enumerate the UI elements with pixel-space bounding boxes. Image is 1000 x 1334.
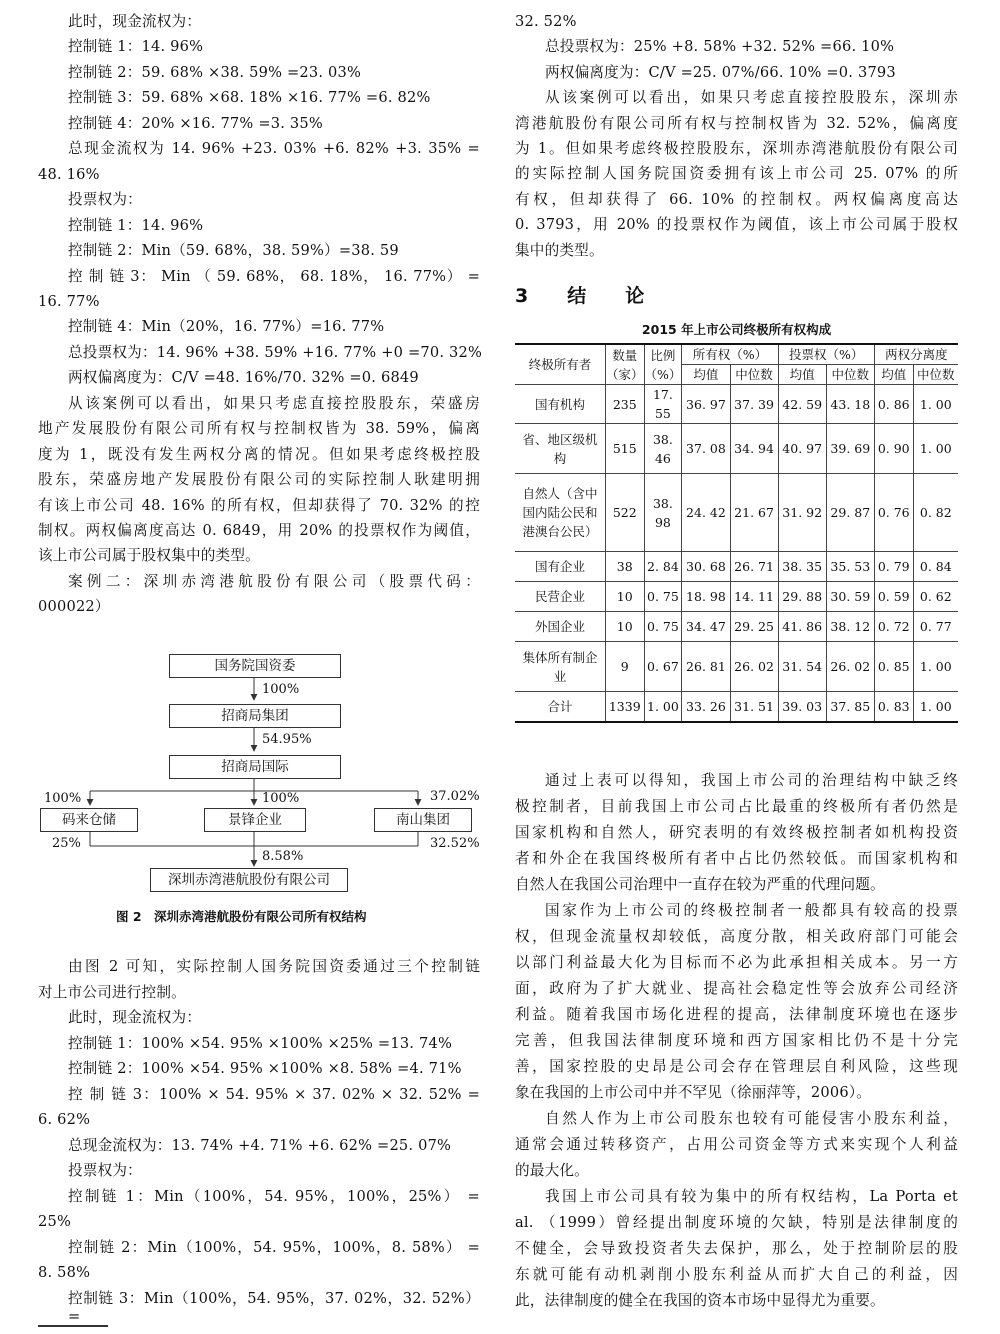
table-cell-n: 9 xyxy=(606,642,645,692)
table-cell-pct: 38. 46 xyxy=(644,424,682,474)
footer-rule xyxy=(38,1325,108,1327)
text-line: 投票权为： xyxy=(68,191,142,209)
table-cell-pct: 17. 55 xyxy=(644,385,682,424)
text-line: 从该案例可以看出，如果只考虑直接控股股东，荣盛房 xyxy=(68,394,480,412)
th-own-median: 中位数 xyxy=(730,365,778,385)
text-line: 度为 1，既没有发生两权分离的情况。但如果考虑终极控股 xyxy=(38,445,480,463)
text-line: 控制链 1：14. 96% xyxy=(68,216,204,234)
text-line: 控制链 2：Min（59. 68%，38. 59%）=38. 59 xyxy=(68,242,399,260)
table-cell-sep-mean: 0. 59 xyxy=(874,582,913,612)
text-line: 16. 77% xyxy=(38,292,100,310)
text-line: 总现金流权为 14. 96% +23. 03% +6. 82% +3. 35% = xyxy=(68,140,480,158)
text-line: 两权偏离度为：C/V =25. 07%/66. 10% =0. 3793 xyxy=(545,63,896,81)
text-line: 此时，现金流权为： xyxy=(68,13,202,30)
label-pct-intl-nanshan: 37.02% xyxy=(430,789,480,804)
table-cell-vote-med: 37. 85 xyxy=(826,692,874,722)
text-line: 东就可能有动机剥削小股东利益从而扩大自己的利益，因 xyxy=(515,1266,958,1283)
text-line: 投票权为： xyxy=(68,1162,142,1179)
table-cell-vote-med: 35. 53 xyxy=(826,552,874,582)
table-body xyxy=(515,385,958,722)
ownership-figure xyxy=(38,650,480,900)
table-cell-own-med: 34. 94 xyxy=(730,424,778,474)
text-line: 以部门利益最大化为目标而不必为此承担相关成本。另一方 xyxy=(515,954,958,971)
table-cell-pct: 1. 00 xyxy=(644,692,682,722)
box-malai-storage: 码来仓储 xyxy=(40,808,138,832)
table-cell-vote-mean: 42. 59 xyxy=(778,385,826,424)
th-voting: 投票权（%） xyxy=(778,344,874,365)
table-cell-owner: 国有企业 xyxy=(515,552,606,582)
table-cell-n: 235 xyxy=(606,385,645,424)
table-cell-owner: 民营企业 xyxy=(515,582,606,612)
table-row xyxy=(515,692,958,722)
table-cell-own-med: 31. 51 xyxy=(730,692,778,722)
text-line: 有权，但却获得了 66. 10% 的控制权。两权偏离度高达 xyxy=(515,190,958,208)
table-cell-owner: 合计 xyxy=(515,692,606,722)
text-line: 自然人在我国公司治理中一直存在较为严重的代理问题。 xyxy=(515,876,885,893)
text-line: 面，政府为了扩大就业、提高社会稳定性等会放弃公司经济 xyxy=(515,980,958,997)
table-cell-vote-mean: 31. 92 xyxy=(778,474,826,552)
table-cell-vote-mean: 40. 97 xyxy=(778,424,826,474)
text-line: 控制链 2：59. 68% ×38. 59% =23. 03% xyxy=(68,63,362,81)
table-cell-own-mean: 30. 68 xyxy=(682,552,730,582)
table-cell-own-mean: 18. 98 xyxy=(682,582,730,612)
th-count: 数量（家） xyxy=(606,344,645,385)
th-own-mean: 均值 xyxy=(682,365,730,385)
text-line: 控制链 1：100% ×54. 95% ×100% ×25% =13. 74% xyxy=(68,1034,453,1052)
text-line: 股东，荣盛房地产发展股份有限公司的实际控制人耿建明拥 xyxy=(38,471,480,489)
table-cell-own-med: 26. 71 xyxy=(730,552,778,582)
th-vote-median: 中位数 xyxy=(826,365,874,385)
text-line: 者和外企在我国终极所有者中占比仍然较低。而国家机构和 xyxy=(515,850,958,867)
text-line: 极控制者，目前我国上市公司占比最重的终极所有者仍然是 xyxy=(515,798,958,815)
table-cell-vote-med: 29. 87 xyxy=(826,474,874,552)
table-cell-sep-mean: 0. 72 xyxy=(874,612,913,642)
table-cell-owner: 集体所有制企业 xyxy=(515,642,606,692)
table-row xyxy=(515,612,958,642)
table-cell-pct: 0. 75 xyxy=(644,582,682,612)
table-cell-vote-mean: 31. 54 xyxy=(778,642,826,692)
table-cell-vote-mean: 29. 88 xyxy=(778,582,826,612)
table-cell-pct: 2. 84 xyxy=(644,552,682,582)
text-line: 的最大化。 xyxy=(515,1162,589,1179)
table-cell-vote-mean: 41. 86 xyxy=(778,612,826,642)
table-cell-own-mean: 33. 26 xyxy=(682,692,730,722)
text-line: 通过上表可以得知，我国上市公司的治理结构中缺乏终 xyxy=(545,772,958,789)
text-line: 国家作为上市公司的终极控制者一般都具有较高的投票 xyxy=(545,902,958,919)
text-line: 地产发展股份有限公司所有权与控制权皆为 38. 59%，偏离 xyxy=(38,420,480,438)
table-cell-vote-med: 43. 18 xyxy=(826,385,874,424)
table-cell-sep-med: 0. 62 xyxy=(913,582,958,612)
text-line: 48. 16% xyxy=(38,165,100,183)
table-cell-sep-mean: 0. 86 xyxy=(874,385,913,424)
table-cell-own-med: 37. 39 xyxy=(730,385,778,424)
table-cell-pct: 0. 75 xyxy=(644,612,682,642)
text-line: 8. 58% xyxy=(38,1264,91,1281)
text-line: 湾港航股份有限公司所有权与控制权皆为 32. 52%，偏离度 xyxy=(515,114,958,132)
text-line: 0. 3793，用 20% 的投票权作为阈值，该上市公司属于股权 xyxy=(515,216,958,234)
th-ownership: 所有权（%） xyxy=(682,344,778,365)
text-line: 6. 62% xyxy=(38,1111,91,1128)
table-cell-vote-mean: 38. 35 xyxy=(778,552,826,582)
th-ratio: 比例（%） xyxy=(644,344,682,385)
text-line: 控制链 4：20% ×16. 77% =3. 35% xyxy=(68,114,323,132)
text-line: 我国上市公司具有较为集中的所有权结构，La Porta et xyxy=(545,1188,958,1205)
box-chiwan-port: 深圳赤湾港航股份有限公司 xyxy=(150,868,348,892)
table-cell-own-mean: 37. 08 xyxy=(682,424,730,474)
table-cell-own-med: 26. 02 xyxy=(730,642,778,692)
text-line: 控制链 2：100% ×54. 95% ×100% ×8. 58% =4. 71% xyxy=(68,1060,462,1077)
section-heading: 3 结 论 xyxy=(515,285,655,307)
label-pct-jingfeng-chiwan: 8.58% xyxy=(262,849,304,864)
table-row xyxy=(515,385,958,424)
text-line: 此，法律制度的健全在我国的资本市场中显得尤为重要。 xyxy=(515,1292,885,1309)
text-line: 的实际控制人国务院国资委拥有该上市公司 25. 07% 的所 xyxy=(515,165,958,183)
text-line: 控制链 1：Min（100%，54. 95%，100%，25%） = xyxy=(68,1187,480,1205)
text-line: 由图 2 可知，实际控制人国务院国资委通过三个控制链 xyxy=(68,958,480,975)
table-cell-sep-mean: 0. 79 xyxy=(874,552,913,582)
text-line: 控 制 链 3： Min （ 59. 68%， 68. 18%， 16. 77%） = xyxy=(68,267,480,285)
text-line: 000022） xyxy=(38,598,110,616)
text-line: 从该案例可以看出，如果只考虑直接控股股东，深圳赤 xyxy=(545,89,958,107)
table-row xyxy=(515,474,958,552)
table-cell-n: 1339 xyxy=(606,692,645,722)
table-cell-own-med: 21. 67 xyxy=(730,474,778,552)
table-cell-sep-mean: 0. 76 xyxy=(874,474,913,552)
table-cell-sep-med: 1. 00 xyxy=(913,642,958,692)
table-cell-owner: 自然人（含中国内陆公民和港澳台公民） xyxy=(515,474,606,552)
text-line: 对上市公司进行控制。 xyxy=(38,983,186,1001)
text-line: 利益。随着我国市场化进程的提高，法律制度环境也在逐步 xyxy=(515,1006,958,1023)
text-line: 制权。两权偏离度高达 0. 6849，用 20% 的投票权作为阈值， xyxy=(38,522,480,539)
table-cell-n: 38 xyxy=(606,552,645,582)
th-sep-mean: 均值 xyxy=(874,365,913,385)
box-nanshan-group: 南山集团 xyxy=(374,808,472,832)
table-cell-sep-med: 1. 00 xyxy=(913,385,958,424)
text-line: 象在我国的上市公司中并不罕见（徐丽萍等，2006）。 xyxy=(515,1084,872,1101)
text-line: 控制链 4：Min（20%，16. 77%）=16. 77% xyxy=(68,318,385,336)
text-line: 为 1。但如果考虑终极控股股东，深圳赤湾港航股份有限公司 xyxy=(515,140,958,157)
label-pct-intl-malai: 100% xyxy=(44,791,82,806)
text-line: 32. 52% xyxy=(515,13,577,30)
th-separation: 两权分离度 xyxy=(874,344,958,365)
box-china-merchants-group: 招商局集团 xyxy=(169,704,341,728)
table-cell-own-mean: 26. 81 xyxy=(682,642,730,692)
text-line: 总投票权为：14. 96% +38. 59% +16. 77% +0 =70. 32% xyxy=(68,343,483,361)
text-line: al. （1999）曾经提出制度环境的欠缺，特别是法律制度的 xyxy=(515,1214,958,1231)
text-line: 案例二：深圳赤湾港航股份有限公司（股票代码： xyxy=(68,572,480,590)
table-cell-sep-med: 1. 00 xyxy=(913,424,958,474)
table-row xyxy=(515,642,958,692)
table-cell-sep-med: 0. 84 xyxy=(913,552,958,582)
ownership-table xyxy=(515,343,958,723)
text-line: 总现金流权为：13. 74% +4. 71% +6. 62% =25. 07% xyxy=(68,1136,452,1154)
table-cell-sep-mean: 0. 85 xyxy=(874,642,913,692)
table-cell-own-mean: 36. 97 xyxy=(682,385,730,424)
box-sasac: 国务院国资委 xyxy=(169,654,341,678)
table-cell-sep-mean: 0. 83 xyxy=(874,692,913,722)
table-cell-n: 10 xyxy=(606,612,645,642)
text-line: 通常会通过转移资产，占用公司资金等方式来实现个人利益 xyxy=(515,1136,958,1153)
table-cell-own-med: 14. 11 xyxy=(730,582,778,612)
table-cell-sep-med: 0. 82 xyxy=(913,474,958,552)
table-cell-pct: 0. 67 xyxy=(644,642,682,692)
table-cell-n: 515 xyxy=(606,424,645,474)
text-line: 控制链 3：59. 68% ×68. 18% ×16. 77% =6. 82% xyxy=(68,89,431,107)
th-owner: 终极所有者 xyxy=(515,344,606,385)
text-line: 此时，现金流权为： xyxy=(68,1009,202,1026)
table-cell-sep-med: 1. 00 xyxy=(913,692,958,722)
box-china-merchants-intl: 招商局国际 xyxy=(169,755,341,779)
table-row xyxy=(515,582,958,612)
text-line: 有该上市公司 48. 16% 的所有权，但却获得了 70. 32% 的控 xyxy=(38,496,480,514)
text-line: 国家机构和自然人，研究表明的有效终极控制者如机构投资 xyxy=(515,824,958,841)
text-line: 25% xyxy=(38,1213,72,1230)
label-pct-sasac-group: 100% xyxy=(262,682,300,697)
text-line: 完善，但我国法律制度环境和西方国家相比仍不是十分完 xyxy=(515,1032,958,1049)
table-cell-vote-med: 26. 02 xyxy=(826,642,874,692)
label-pct-nanshan-chiwan: 32.52% xyxy=(430,836,480,851)
table-cell-vote-med: 38. 12 xyxy=(826,612,874,642)
text-line: 权，但现金流量权却较低，高度分散，相关政府部门可能会 xyxy=(515,928,958,945)
table-caption: 2015 年上市公司终极所有权构成 xyxy=(641,322,832,337)
table-cell-owner: 省、地区级机构 xyxy=(515,424,606,474)
text-line: 善，国家控股的史昂是公司会存在管理层自利风险，这些现 xyxy=(515,1058,958,1075)
table-cell-vote-mean: 39. 03 xyxy=(778,692,826,722)
text-line: 不健全，会导致投资者失去保护，那么，处于控制阶层的股 xyxy=(515,1240,958,1257)
text-line: 控制链 2：Min（100%，54. 95%，100%，8. 58%） = xyxy=(68,1238,480,1256)
table-row xyxy=(515,552,958,582)
label-pct-intl-jingfeng: 100% xyxy=(262,791,300,806)
text-line: 该上市公司属于股权集中的类型。 xyxy=(38,547,260,565)
text-line: 控制链 1：14. 96% xyxy=(68,38,204,56)
text-line: 控制链 3：Min（100%，54. 95%，37. 02%，32. 52%） = xyxy=(68,1289,480,1325)
table-cell-own-med: 29. 25 xyxy=(730,612,778,642)
box-jingfeng: 景锋企业 xyxy=(204,808,306,832)
th-sep-median: 中位数 xyxy=(913,365,958,385)
table-row xyxy=(515,424,958,474)
table-cell-owner: 国有机构 xyxy=(515,385,606,424)
table-cell-pct: 38. 98 xyxy=(644,474,682,552)
text-line: 集中的类型。 xyxy=(515,241,604,259)
table-cell-sep-mean: 0. 90 xyxy=(874,424,913,474)
label-pct-malai-chiwan: 25% xyxy=(52,836,81,851)
figure-caption: 图 2 深圳赤湾港航股份有限公司所有权结构 xyxy=(116,909,367,924)
table-cell-n: 10 xyxy=(606,582,645,612)
th-vote-mean: 均值 xyxy=(778,365,826,385)
text-line: 控 制 链 3：100% × 54. 95% × 37. 02% × 32. 52% = xyxy=(68,1085,480,1103)
table-cell-vote-med: 30. 59 xyxy=(826,582,874,612)
table-cell-own-mean: 34. 47 xyxy=(682,612,730,642)
text-line: 总投票权为：25% +8. 58% +32. 52% =66. 10% xyxy=(545,38,895,56)
table-cell-owner: 外国企业 xyxy=(515,612,606,642)
text-line: 自然人作为上市公司股东也较有可能侵害小股东利益， xyxy=(545,1110,958,1127)
table-cell-n: 522 xyxy=(606,474,645,552)
label-pct-group-intl: 54.95% xyxy=(262,732,312,747)
text-line: 两权偏离度为：C/V =48. 16%/70. 32% =0. 6849 xyxy=(68,369,419,387)
table-cell-sep-med: 0. 77 xyxy=(913,612,958,642)
table-cell-own-mean: 24. 42 xyxy=(682,474,730,552)
table-cell-vote-med: 39. 69 xyxy=(826,424,874,474)
